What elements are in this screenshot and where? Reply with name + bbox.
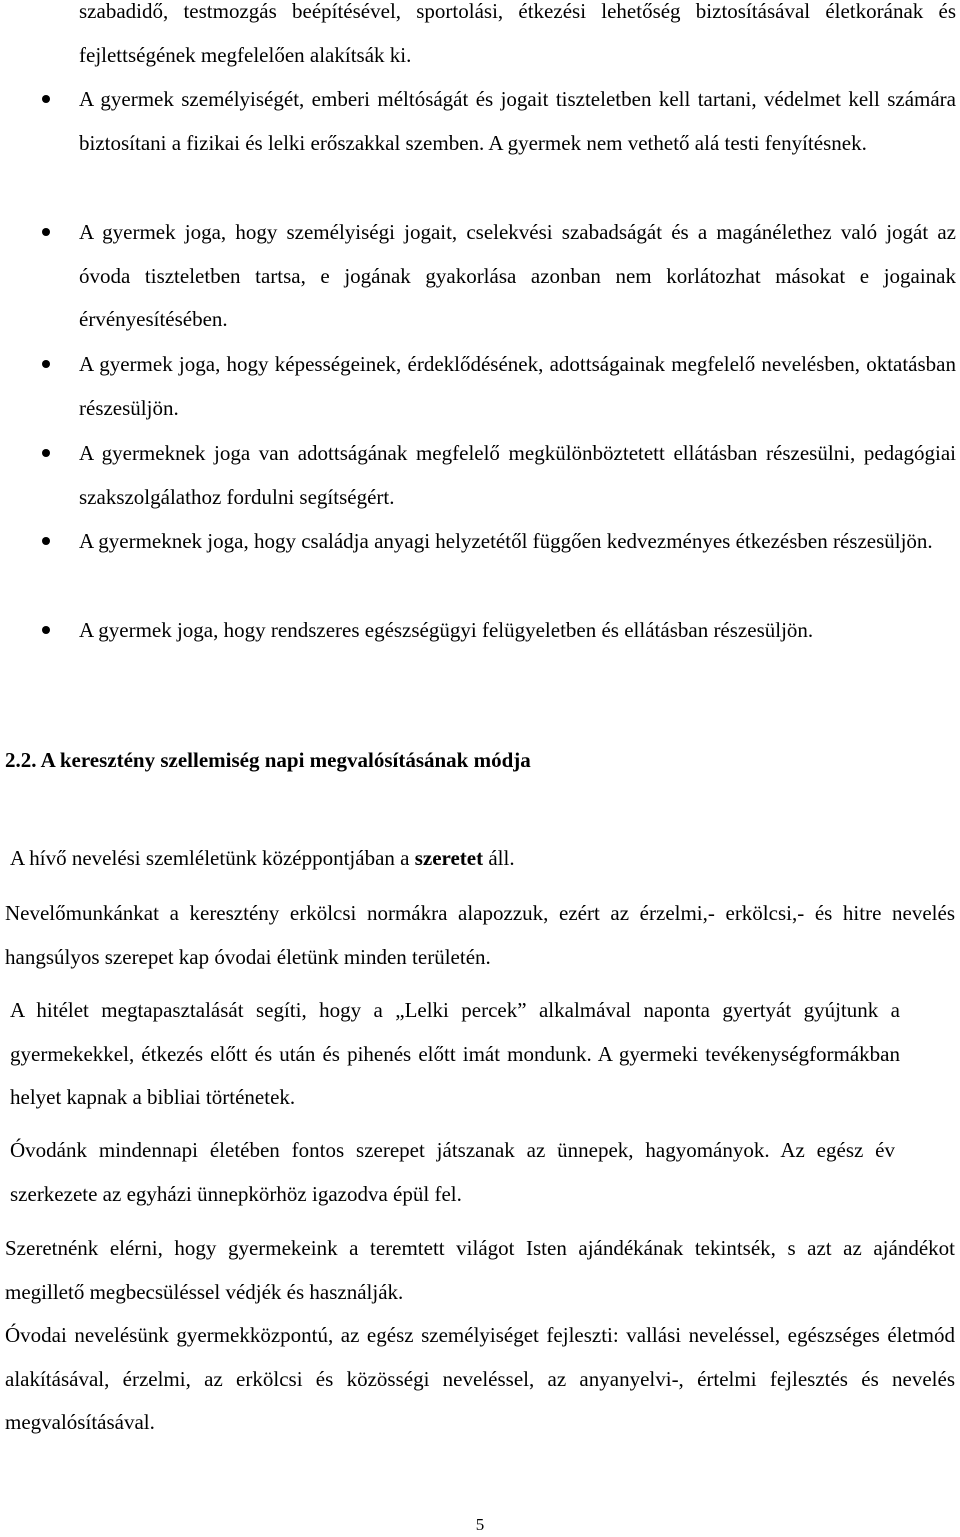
list-item-text: A gyermek joga, hogy személyiségi jogait, cselekvési szabadságát és a magánélethez való jogát az óvoda tiszteletben tartsa, e jogának gyakorlása azonban nem korlátozhat másokat e jogainak érvényesítésében. (79, 220, 956, 331)
list-item-text: A gyermek joga, hogy képességeinek, érdeklődésének, adottságainak megfelelő nevelésben, oktatásban részesüljön. (79, 352, 956, 420)
list-item (79, 78, 956, 165)
list-item (79, 520, 956, 564)
paragraph-3: A hitélet megtapasztalását segíti, hogy a „Lelki percek” alkalmával naponta gyertyát gyújtunk a gyermekekkel, étkezés előtt és után és pihenés előtt imát mondunk. A gyermeki tevékenységformákban helyet kapnak a bibliai történetek. (10, 998, 900, 1109)
list-item (79, 211, 956, 342)
bullet-icon (42, 449, 50, 457)
list-item-text: A gyermek joga, hogy rendszeres egészségügyi felügyeletben és ellátásban részesüljön. (79, 618, 814, 642)
paragraph-1-text: A hívő nevelési szemléletünk középpontjában a (10, 846, 415, 870)
bullet-icon (42, 626, 50, 634)
bullet-icon (42, 360, 50, 368)
paragraph-5: Szeretnénk elérni, hogy gyermekeink a teremtett világot Isten ajándékának tekintsék, s azt az ajándékot megillető megbecsüléssel védjék és használják. (5, 1236, 955, 1304)
list-item (79, 609, 956, 653)
paragraph-1-text-end: áll. (483, 846, 515, 870)
paragraph-6: Óvodai nevelésünk gyermekközpontú, az egész személyiséget fejleszti: vallási neveléssel, egészséges életmód alakításával, érzelmi, az erkölcsi és közösségi neveléssel, az anyanyelvi-, értelmi fejlesztés és nevelés megvalósításával. (5, 1323, 955, 1434)
bullet-icon (42, 537, 50, 545)
bullet-icon (42, 228, 50, 236)
list-item-text: A gyermek személyiségét, emberi méltóságát és jogait tiszteletben kell tartani, védelmet kell számára biztosítani a fizikai és lelki erőszakkal szemben. A gyermek nem vethető alá testi fenyítésnek. (79, 87, 956, 155)
paragraph-1 (10, 837, 910, 881)
paragraph-4: Óvodánk mindennapi életében fontos szerepet játszanak az ünnepek, hagyományok. Az egész év szerkezete az egyházi ünnepkörhöz igazodva épül fel. (10, 1138, 895, 1206)
paragraph-2: Nevelőmunkánkat a keresztény erkölcsi normákra alapozzuk, ezért az érzelmi,- erkölcsi,- és hitre nevelés hangsúlyos szerepet kap óvodai életünk minden területén. (5, 901, 955, 969)
list-item-text: A gyermeknek joga van adottságának megfelelő megkülönböztetett ellátásban részesülni, pedagógiai szakszolgálathoz fordulni segítségért. (79, 441, 956, 509)
list-item-text: A gyermeknek joga, hogy családja anyagi helyzetétől függően kedvezményes étkezésben részesüljön. (79, 529, 933, 553)
list-item (79, 432, 956, 519)
page-number: 5 (475, 1515, 485, 1534)
bullet-icon (42, 95, 50, 103)
intro-continuation: szabadidő, testmozgás beépítésével, sportolási, étkezési lehetőség biztosításával életkorának és fejlettségének megfelelően alakítsák ki. (79, 0, 956, 67)
emphasis-text: szeretet (414, 846, 484, 870)
section-heading: 2.2. A keresztény szellemiség napi megvalósításának módja (5, 748, 531, 772)
list-item (79, 343, 956, 430)
